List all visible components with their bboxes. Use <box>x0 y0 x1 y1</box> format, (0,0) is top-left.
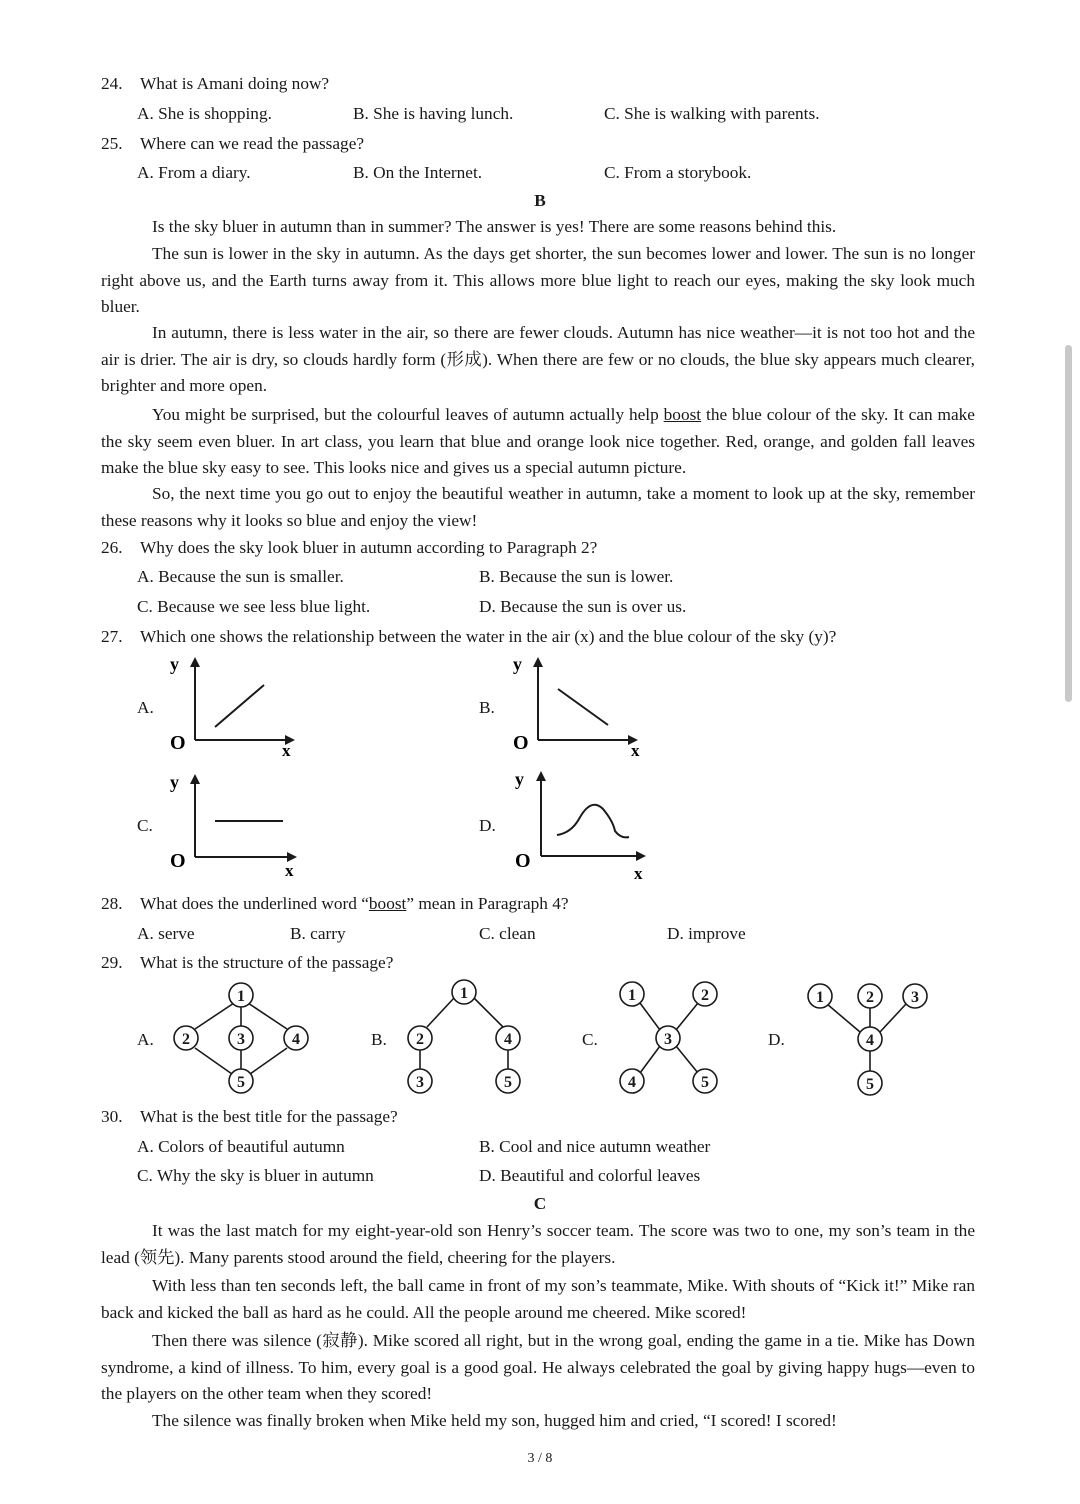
svg-text:4: 4 <box>292 1031 300 1048</box>
q29-label-d: D. <box>768 1030 785 1049</box>
svg-text:3: 3 <box>911 989 919 1006</box>
svg-text:5: 5 <box>701 1074 709 1091</box>
q28-option-b: B. carry <box>290 924 346 943</box>
q26-option-c: C. Because we see less blue light. <box>137 597 371 616</box>
q30-option-c: C. Why the sky is bluer in autumn <box>137 1166 374 1185</box>
q25-option-b: B. On the Internet. <box>353 163 483 182</box>
passage-c-paragraph-1: It was the last match for my eight-year-old son Henry’s soccer team. The score was two to one, my son’s team in the lead (领先). Many parents stood around the field, cheering for the players. <box>101 1221 975 1267</box>
svg-text:4: 4 <box>866 1032 874 1049</box>
origin-label: O <box>170 850 186 872</box>
structure-d <box>800 978 940 1098</box>
svg-text:2: 2 <box>866 989 874 1006</box>
svg-text:1: 1 <box>816 989 824 1006</box>
svg-text:1: 1 <box>460 985 468 1002</box>
origin-label: O <box>170 732 186 754</box>
q29-label-b: B. <box>371 1030 387 1049</box>
origin-label: O <box>513 732 529 754</box>
passage-b-paragraph-5: So, the next time you go out to enjoy the beautiful weather in autumn, take a moment to look up at the sky, remember these reasons why it looks so blue and enjoy the view! <box>101 484 975 530</box>
passage-b-paragraph-4: You might be surprised, but the colourful leaves of autumn actually help boost the blue colour of the sky. It can make the sky seem even bluer. In art class, you learn that blue and orange look nice together. Red, orange, and golden fall leaves make the blue sky easy to see. This looks nice and gives us a special autumn picture. <box>101 405 975 477</box>
y-axis-arrow-icon <box>190 774 200 784</box>
y-label: y <box>515 769 524 789</box>
section-heading-c: C <box>533 1194 547 1213</box>
question-30 <box>101 1106 398 1128</box>
question-text: Where can we read the passage? <box>140 134 365 153</box>
svg-text:2: 2 <box>182 1031 190 1048</box>
question-25 <box>101 133 364 155</box>
svg-text:5: 5 <box>504 1074 512 1091</box>
svg-text:4: 4 <box>504 1031 512 1048</box>
q27-label-b: B. <box>479 698 495 717</box>
graph-c <box>168 772 308 880</box>
underlined-word: boost <box>368 894 407 913</box>
question-number: 30. <box>101 1107 123 1126</box>
q25-option-a: A. From a diary. <box>137 163 251 182</box>
svg-text:4: 4 <box>628 1074 636 1091</box>
curve-increasing <box>215 685 264 727</box>
q30-option-a: A. Colors of beautiful autumn <box>137 1137 345 1156</box>
y-axis-arrow-icon <box>190 657 200 667</box>
scrollbar-thumb[interactable] <box>1065 345 1072 702</box>
q28-option-a: A. serve <box>137 924 195 943</box>
passage-b-paragraph-1: Is the sky bluer in autumn than in summer? The answer is yes! There are some reasons behind this. <box>152 217 837 236</box>
svg-text:1: 1 <box>237 988 245 1005</box>
curve-hump <box>557 805 629 838</box>
question-number: 28. <box>101 894 123 913</box>
y-label: y <box>170 772 179 792</box>
passage-c-paragraph-4: The silence was finally broken when Mike held my son, hugged him and cried, “I scored! I scored! <box>152 1411 837 1430</box>
passage-b-paragraph-2: The sun is lower in the sky in autumn. As the days get shorter, the sun becomes lower and lower. The sun is no longer right above us, and the Earth turns away from it. This allows more blue light to reach our eyes, making the sky look much bluer. <box>101 244 975 316</box>
y-label: y <box>513 655 522 674</box>
passage-b-paragraph-3: In autumn, there is less water in the air, so there are fewer clouds. Autumn has nice weather—it is not too hot and the air is drier. The air is dry, so clouds hardly form (形成). When there are few or no clouds, the blue sky appears much clearer, brighter and more open. <box>101 323 975 395</box>
svg-text:3: 3 <box>664 1031 672 1048</box>
q26-option-b: B. Because the sun is lower. <box>479 567 674 586</box>
origin-label: O <box>515 850 531 872</box>
question-text: What is the best title for the passage? <box>140 1107 398 1126</box>
graph-b <box>511 655 651 760</box>
svg-text:1: 1 <box>628 987 636 1004</box>
structure-b <box>400 978 540 1098</box>
q26-option-a: A. Because the sun is smaller. <box>137 567 344 586</box>
question-text: Which one shows the relationship between the water in the air (x) and the blue colour of the sky (y)? <box>140 627 837 646</box>
svg-text:2: 2 <box>416 1031 424 1048</box>
y-axis-arrow-icon <box>533 657 543 667</box>
q28-option-c: C. clean <box>479 924 536 943</box>
graph-d <box>511 765 656 883</box>
svg-text:5: 5 <box>866 1076 874 1093</box>
structure-a <box>165 978 325 1098</box>
question-number: 24. <box>101 74 123 93</box>
svg-text:3: 3 <box>416 1074 424 1091</box>
question-number: 27. <box>101 627 123 646</box>
q29-label-c: C. <box>582 1030 598 1049</box>
underlined-word: boost <box>663 405 702 424</box>
passage-c-paragraph-3: Then there was silence (寂静). Mike scored all right, but in the wrong goal, ending the game in a tie. Mike has Down syndrome, a kind of illness. To him, every goal is a good goal. He always celebrated the goal by giving happy hugs—even to the players on the other team when they scored! <box>101 1331 975 1403</box>
section-heading-b: B <box>534 191 546 210</box>
q24-option-c: C. She is walking with parents. <box>604 104 820 123</box>
q27-label-a: A. <box>137 698 154 717</box>
page-number: 3 / 8 <box>527 1451 553 1466</box>
q24-option-a: A. She is shopping. <box>137 104 272 123</box>
y-label: y <box>170 655 179 674</box>
q29-label-a: A. <box>137 1030 154 1049</box>
q27-label-c: C. <box>137 816 153 835</box>
question-text: What is Amani doing now? <box>140 74 330 93</box>
structure-c <box>612 978 732 1098</box>
x-label: x <box>631 741 640 760</box>
q25-option-c: C. From a storybook. <box>604 163 752 182</box>
q30-option-d: D. Beautiful and colorful leaves <box>479 1166 701 1185</box>
passage-c-paragraph-2: With less than ten seconds left, the ball came in front of my son’s teammate, Mike. With shouts of “Kick it!” Mike ran back and kicked the ball as hard as he could. All the people around me cheered. Mike scored! <box>101 1276 975 1322</box>
svg-text:3: 3 <box>237 1031 245 1048</box>
question-text: Why does the sky look bluer in autumn according to Paragraph 2? <box>140 538 598 557</box>
x-label: x <box>634 864 643 883</box>
svg-text:2: 2 <box>701 987 709 1004</box>
x-label: x <box>285 861 294 880</box>
svg-text:5: 5 <box>237 1074 245 1091</box>
q24-option-b: B. She is having lunch. <box>353 104 514 123</box>
graph-a <box>168 655 308 760</box>
q27-label-d: D. <box>479 816 496 835</box>
question-28: 28. What does the underlined word “boost” mean in Paragraph 4? <box>101 894 569 913</box>
question-number: 29. <box>101 953 123 972</box>
y-axis-arrow-icon <box>536 771 546 781</box>
question-number: 25. <box>101 134 123 153</box>
question-24 <box>101 73 329 95</box>
question-27 <box>101 626 836 648</box>
question-29 <box>101 952 393 974</box>
curve-decreasing <box>558 689 608 725</box>
q30-option-b: B. Cool and nice autumn weather <box>479 1137 711 1156</box>
q28-option-d: D. improve <box>667 924 746 943</box>
q26-option-d: D. Because the sun is over us. <box>479 597 687 616</box>
x-label: x <box>282 741 291 760</box>
x-axis-arrow-icon <box>636 851 646 861</box>
question-text: What is the structure of the passage? <box>140 953 394 972</box>
question-number: 26. <box>101 538 123 557</box>
question-26 <box>101 537 597 559</box>
